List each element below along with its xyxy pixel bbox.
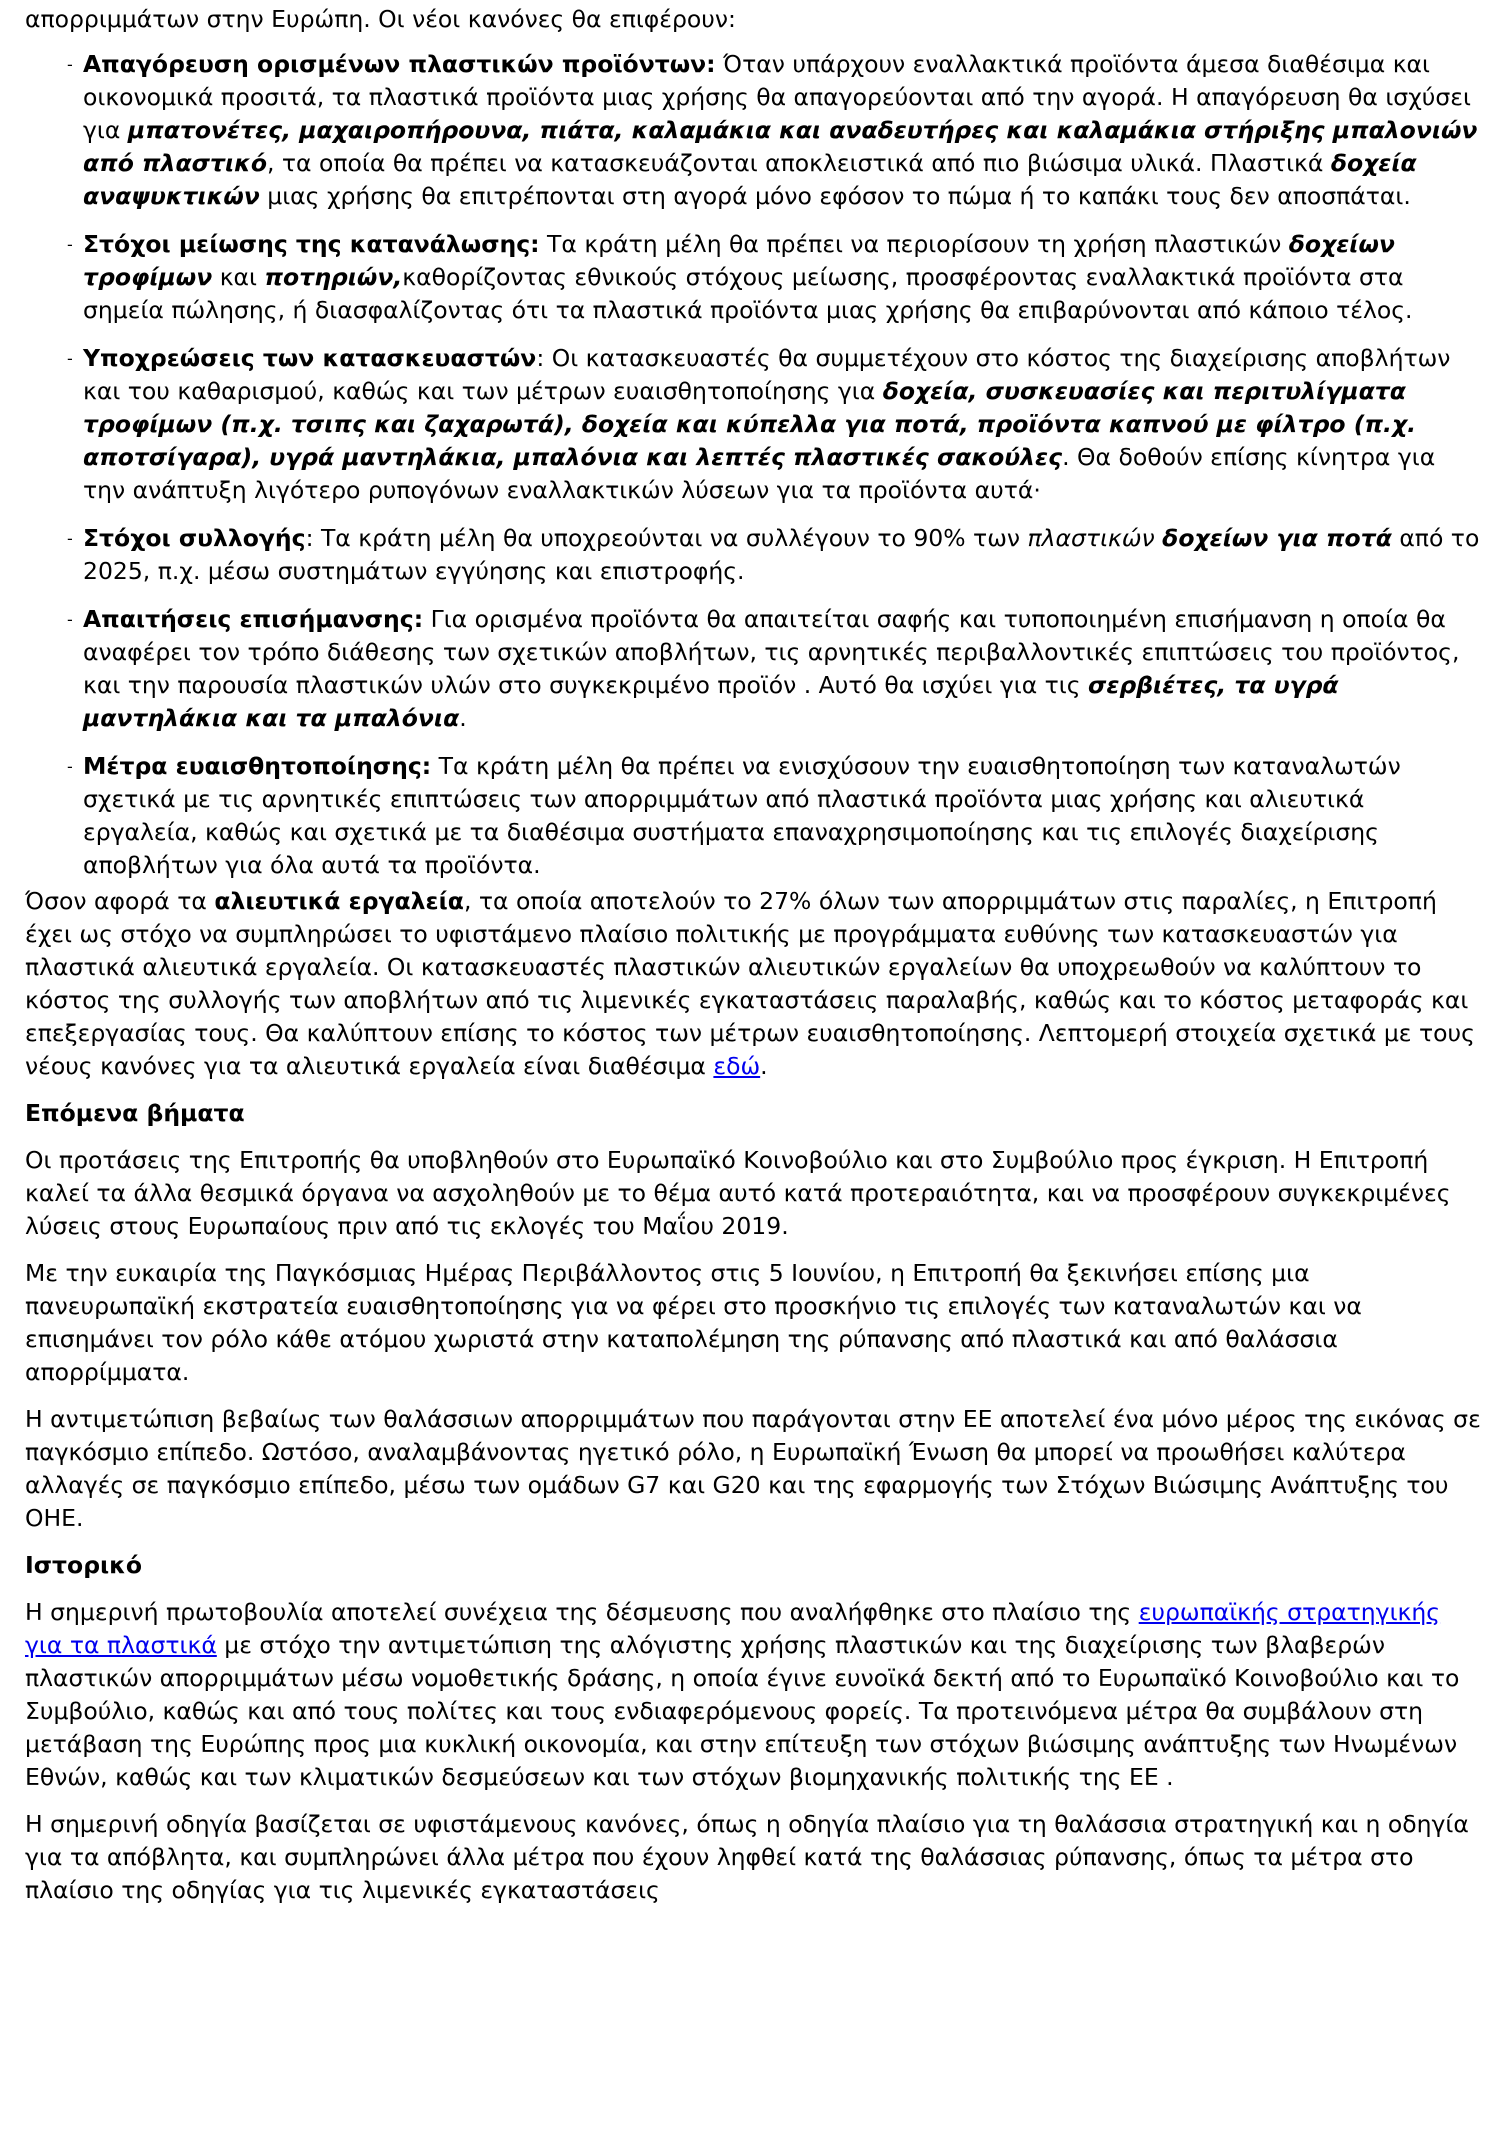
rule-title: Μέτρα ευαισθητοποίησης: xyxy=(83,752,432,780)
fishing-gear-details-link[interactable]: εδώ xyxy=(713,1052,761,1080)
bullet-dash-icon: - xyxy=(67,757,73,776)
rule-labelling-requirements: - Απαιτήσεις επισήμανσης: Για ορισμένα προϊόντα θα απαιτείται σαφής και τυποποιημένη επισήμανση η οποία θα αναφέρει τον τρόπο διάθεσης των σχετικών αποβλήτων, τις αρνητικές περιβαλλοντικές επιπτώσεις του προϊόντος, και την παρουσία πλαστικών υλών στο συγκεκριμένο προϊόν . Αυτό θα ισχύει για τις σερβιέτες, τα υγρά μαντηλάκια και τα μπαλόνια. xyxy=(67,605,1460,732)
rule-collection-targets: - Στόχοι συλλογής: Τα κράτη μέλη θα υποχρεούνται να συλλέγουν το 90% των πλαστικών δοχείων για ποτά από το 2025, π.χ. μέσω συστημάτων εγγύησης και επιστροφής. xyxy=(67,524,1480,585)
rule-consumption-reduction: - Στόχοι μείωσης της κατανάλωσης: Τα κράτη μέλη θα πρέπει να περιορίσουν τη χρήση πλαστικών δοχείων τροφίμων και ποτηριών,καθορίζοντας εθνικούς στόχους μείωσης, προσφέροντας εναλλακτικά προϊόντα στα σημεία πώλησης, ή διασφαλίζοντας ότι τα πλαστικά προϊόντα μιας χρήσης θα επιβαρύνονται από κάποιο τέλος. xyxy=(67,230,1413,324)
rule-title: Στόχοι μείωσης της κατανάλωσης: xyxy=(83,230,540,258)
rule-title: Απαιτήσεις επισήμανσης: xyxy=(83,605,424,633)
next-steps-heading: Επόμενα βήματα xyxy=(25,1099,245,1127)
intro-text: απορριμμάτων στην Ευρώπη. Οι νέοι κανόνες θα επιφέρουν: xyxy=(25,5,736,33)
bullet-dash-icon: - xyxy=(67,235,73,254)
background-heading: Ιστορικό xyxy=(25,1551,143,1579)
rules-list xyxy=(25,48,1483,882)
bullet-dash-icon: - xyxy=(67,610,73,629)
bullet-dash-icon: - xyxy=(67,529,73,548)
rule-producer-obligations: - Υποχρεώσεις των κατασκευαστών: Οι κατασκευαστές θα συμμετέχουν στο κόστος της διαχείρισης αποβλήτων και του καθαρισμού, καθώς και των μέτρων ευαισθητοποίησης για δοχεία, συσκευασίες και περιτυλίγματα τροφίμων (π.χ. τσιπς και ζαχαρωτά), δοχεία και κύπελλα για ποτά, προϊόντα καπνού με φίλτρο (π.χ. αποτσίγαρα), υγρά μαντηλάκια, μπαλόνια και λεπτές πλαστικές σακούλες. Θα δοθούν επίσης κίνητρα για την ανάπτυξη λιγότερο ρυπογόνων εναλλακτικών λύσεων για τα προϊόντα αυτά· xyxy=(67,344,1451,504)
fishing-gear-paragraph: Όσον αφορά τα αλιευτικά εργαλεία, τα οποία αποτελούν το 27% όλων των απορριμμάτων στις παραλίες, η Επιτροπή έχει ως στόχο να συμπληρώσει το υφιστάμενο πλαίσιο πολιτικής με προγράμματα ευθύνης των κατασκευαστών για πλαστικά αλιευτικά εργαλεία. Οι κατασκευαστές πλαστικών αλιευτικών εργαλείων θα υποχρεωθούν να καλύπτουν το κόστος της συλλογής των αποβλήτων από τις λιμενικές εγκαταστάσεις παραλαβής, καθώς και το κόστος μεταφοράς και επεξεργασίας τους. Θα καλύπτουν επίσης το κόστος των μέτρων ευαισθητοποίησης. Λεπτομερή στοιχεία σχετικά με τους νέους κανόνες για τα αλιευτικά εργαλεία είναι διαθέσιμα εδώ. xyxy=(25,887,1475,1080)
bullet-dash-icon: - xyxy=(67,349,73,368)
bullet-dash-icon: - xyxy=(67,55,73,74)
next-steps-paragraph: Οι προτάσεις της Επιτροπής θα υποβληθούν στο Ευρωπαϊκό Κοινοβούλιο και στο Συμβούλιο προς έγκριση. Η Επιτροπή καλεί τα άλλα θεσμικά όργανα να ασχοληθούν με το θέμα αυτό κατά προτεραιότητα, και να προσφέρουν συγκεκριμένες λύσεις στους Ευρωπαίους πριν από τις εκλογές του Μαΐου 2019. xyxy=(25,1146,1451,1240)
rule-awareness-raising: - Μέτρα ευαισθητοποίησης: Τα κράτη μέλη θα πρέπει να ενισχύσουν την ευαισθητοποίηση των καταναλωτών σχετικά με τις αρνητικές επιπτώσεις των απορριμμάτων από πλαστικά προϊόντα μιας χρήσης και αλιευτικά εργαλεία, καθώς και σχετικά με τα διαθέσιμα συστήματα επαναχρησιμοποίησης και τις επιλογές διαχείρισης αποβλήτων για όλα αυτά τα προϊόντα. xyxy=(67,752,1401,879)
background-paragraph: Η σημερινή πρωτοβουλία αποτελεί συνέχεια της δέσμευσης που αναλήφθηκε στο πλαίσιο της ευρωπαϊκής στρατηγικής για τα πλαστικά με στόχο την αντιμετώπιση της αλόγιστης χρήσης πλαστικών και της διαχείρισης των βλαβερών πλαστικών απορριμμάτων μέσω νομοθετικής δράσης, η οποία έγινε ευνοϊκά δεκτή από το Ευρωπαϊκό Κοινοβούλιο και το Συμβούλιο, καθώς και από τους πολίτες και τους ενδιαφερόμενους φορείς. Τα προτεινόμενα μέτρα θα συμβάλουν στη μετάβαση της Ευρώπης προς μια κυκλική οικονομία, και στην επίτευξη των στόχων βιώσιμης ανάπτυξης των Ηνωμένων Εθνών, καθώς και των κλιματικών δεσμεύσεων και των στόχων βιομηχανικής πολιτικής της ΕΕ . xyxy=(25,1598,1460,1791)
background-paragraph: Η σημερινή οδηγία βασίζεται σε υφιστάμενους κανόνες, όπως η οδηγία πλαίσιο για τη θαλάσσια στρατηγική και η οδηγία για τα απόβλητα, και συμπληρώνει άλλα μέτρα που έχουν ληφθεί κατά της θαλάσσιας ρύπανσης, όπως τα μέτρα στο πλαίσιο της οδηγίας για τις λιμενικές εγκαταστάσεις xyxy=(25,1810,1469,1904)
next-steps-paragraph: Με την ευκαιρία της Παγκόσμιας Ημέρας Περιβάλλοντος στις 5 Ιουνίου, η Επιτροπή θα ξεκινήσει επίσης μια πανευρωπαϊκή εκστρατεία ευαισθητοποίησης για να φέρει στο προσκήνιο τις επιλογές των καταναλωτών και να επισημάνει τον ρόλο κάθε ατόμου χωριστά στην καταπολέμηση της ρύπανσης από πλαστικά και από θαλάσσια απορρίμματα. xyxy=(25,1259,1362,1386)
rule-title: Απαγόρευση ορισμένων πλαστικών προϊόντων: xyxy=(83,50,716,78)
plastics-strategy-link[interactable]: ευρωπαϊκής στρατηγικής για τα πλαστικά xyxy=(25,1598,1441,1659)
next-steps-paragraph: Η αντιμετώπιση βεβαίως των θαλάσσιων απορριμμάτων που παράγονται στην ΕΕ αποτελεί ένα μόνο μέρος της εικόνας σε παγκόσμιο επίπεδο. Ωστόσο, αναλαμβάνοντας ηγετικό ρόλο, η Ευρωπαϊκή Ένωση θα μπορεί να προωθήσει καλύτερα αλλαγές σε παγκόσμιο επίπεδο, μέσω των ομάδων G7 και G20 και της εφαρμογής των Στόχων Βιώσιμης Ανάπτυξης του ΟΗΕ. xyxy=(25,1405,1481,1532)
rule-title: Υποχρεώσεις των κατασκευαστών xyxy=(83,344,537,372)
rule-ban-products: - Απαγόρευση ορισμένων πλαστικών προϊόντων: Όταν υπάρχουν εναλλακτικά προϊόντα άμεσα διαθέσιμα και οικονομικά προσιτά, τα πλαστικά προϊόντα μιας χρήσης θα απαγορεύονται από την αγορά. Η απαγόρευση θα ισχύσει για μπατονέτες, μαχαιροπήρουνα, πιάτα, καλαμάκια και αναδευτήρες και καλαμάκια στήριξης μπαλονιών από πλαστικό, τα οποία θα πρέπει να κατασκευάζονται αποκλειστικά από πιο βιώσιμα υλικά. Πλαστικά δοχεία αναψυκτικών μιας χρήσης θα επιτρέπονται στη αγορά μόνο εφόσον το πώμα ή το καπάκι τους δεν αποσπάται. xyxy=(67,50,1478,210)
rule-title: Στόχοι συλλογής xyxy=(83,524,306,552)
